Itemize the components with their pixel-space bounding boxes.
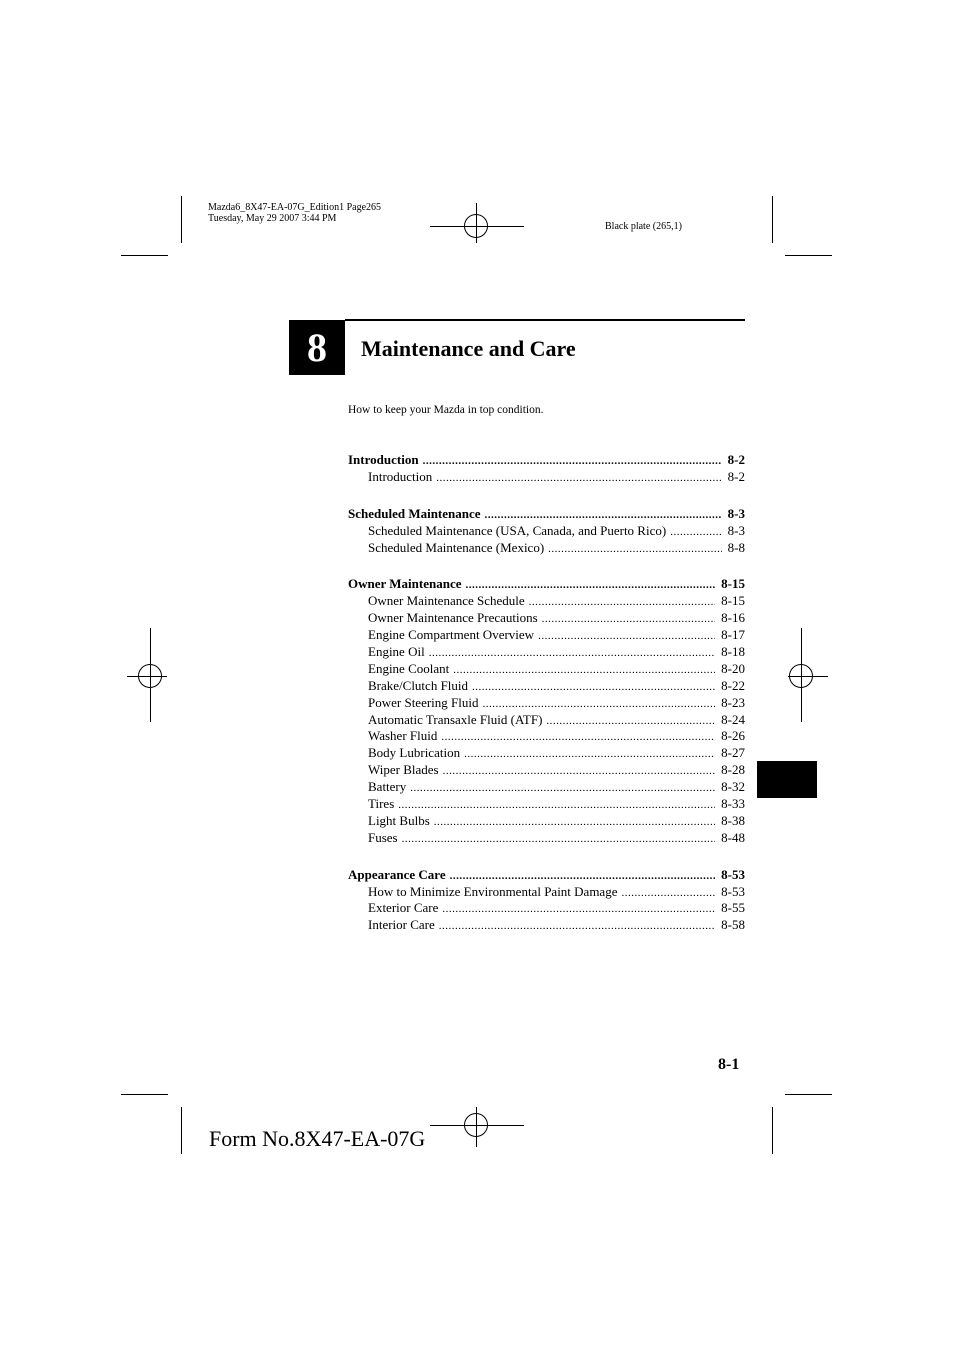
crop-mark-top-left-horizontal: [121, 255, 168, 256]
toc-entry-page: 8-27: [721, 745, 745, 761]
toc-entry-page: 8-24: [721, 711, 745, 727]
toc-entry[interactable]: [348, 469, 745, 486]
dot-leader: [485, 507, 722, 524]
toc-entry[interactable]: [348, 900, 745, 917]
chapter-number: 8: [289, 320, 345, 375]
toc-entry[interactable]: [348, 745, 745, 762]
toc-entry[interactable]: [348, 695, 745, 712]
dot-leader: [546, 713, 715, 730]
dot-leader: [439, 918, 715, 935]
toc-entry-label: Light Bulbs: [368, 812, 430, 828]
toc-entry-page: 8-23: [721, 694, 745, 710]
table-of-contents: [348, 452, 745, 954]
dot-leader: [443, 763, 716, 780]
toc-entry-label: Engine Coolant: [368, 660, 450, 676]
toc-section: [348, 867, 745, 935]
toc-entry[interactable]: [348, 917, 745, 934]
crop-mark-top-right-vertical: [772, 196, 773, 243]
dot-leader: [548, 541, 722, 558]
dot-leader: [429, 645, 715, 662]
toc-entry-label: Engine Compartment Overview: [368, 627, 535, 643]
toc-entry-label: Exterior Care: [368, 900, 439, 916]
toc-entry-page: 8-33: [721, 796, 745, 812]
dot-leader: [453, 662, 715, 679]
toc-section-heading[interactable]: [348, 867, 745, 884]
dot-leader: [529, 594, 715, 611]
dot-leader: [423, 453, 722, 470]
toc-entry-page: 8-16: [721, 610, 745, 626]
toc-entry[interactable]: [348, 884, 745, 901]
toc-entry-page: 8-2: [727, 468, 745, 484]
toc-entry[interactable]: [348, 644, 745, 661]
toc-section-heading[interactable]: [348, 452, 745, 469]
crop-mark-top-left-vertical: [181, 196, 182, 243]
dot-leader: [441, 729, 715, 746]
toc-entry[interactable]: [348, 661, 745, 678]
dot-leader: [538, 628, 715, 645]
toc-entry-label: Fuses: [368, 829, 398, 845]
dot-leader: [483, 696, 716, 713]
toc-entry-page: 8-28: [721, 762, 745, 778]
toc-entry-label: Scheduled Maintenance (Mexico): [368, 539, 545, 555]
toc-section-heading-label: Appearance Care: [348, 866, 446, 882]
dot-leader: [436, 470, 721, 487]
toc-entry-page: 8-8: [727, 539, 745, 555]
plate-label: Black plate (265,1): [605, 221, 682, 232]
crop-mark-bottom-right-vertical: [772, 1107, 773, 1154]
toc-entry-page: 8-48: [721, 829, 745, 845]
toc-entry-label: Body Lubrication: [368, 745, 461, 761]
toc-entry-label: Scheduled Maintenance (USA, Canada, and Puerto Rico): [368, 522, 667, 538]
crop-mark-bottom-left-vertical: [181, 1107, 182, 1154]
print-slug: [208, 202, 381, 224]
toc-section-heading-page: 8-2: [727, 452, 745, 467]
toc-section-heading-label: Introduction: [348, 452, 419, 467]
dot-leader: [434, 814, 715, 831]
toc-entry-page: 8-17: [721, 627, 745, 643]
chapter-thumb-tab: [757, 761, 817, 798]
toc-entry-label: Owner Maintenance Schedule: [368, 593, 525, 609]
toc-entry[interactable]: [348, 712, 745, 729]
dot-leader: [466, 577, 716, 594]
toc-entry-label: Engine Oil: [368, 644, 425, 660]
chapter-subtitle: How to keep your Mazda in top condition.: [348, 404, 544, 416]
toc-entry-label: Owner Maintenance Precautions: [368, 610, 538, 626]
toc-entry-page: 8-22: [721, 677, 745, 693]
page-number: 8-1: [718, 1056, 740, 1073]
chapter-title: Maintenance and Care: [361, 336, 576, 361]
toc-entry-label: Tires: [368, 796, 395, 812]
toc-entry-label: Wiper Blades: [368, 762, 439, 778]
toc-section-heading-page: 8-53: [721, 866, 745, 882]
chapter-rule: [345, 319, 745, 321]
toc-entry[interactable]: [348, 593, 745, 610]
toc-section-heading[interactable]: [348, 576, 745, 593]
toc-entry[interactable]: [348, 540, 745, 557]
toc-section: [348, 576, 745, 846]
dot-leader: [450, 868, 716, 885]
toc-entry-page: 8-26: [721, 728, 745, 744]
dot-leader: [410, 780, 715, 797]
toc-entry-page: 8-38: [721, 812, 745, 828]
toc-entry[interactable]: [348, 678, 745, 695]
toc-entry-label: How to Minimize Environmental Paint Damage: [368, 883, 618, 899]
dot-leader: [398, 797, 715, 814]
toc-entry-page: 8-15: [721, 593, 745, 609]
toc-entry-page: 8-18: [721, 644, 745, 660]
toc-section-heading-label: Owner Maintenance: [348, 576, 462, 592]
crop-mark-bottom-left-horizontal: [121, 1094, 168, 1095]
toc-entry[interactable]: [348, 813, 745, 830]
dot-leader: [670, 524, 721, 541]
toc-entry[interactable]: [348, 728, 745, 745]
toc-section-heading-label: Scheduled Maintenance: [348, 505, 481, 521]
toc-entry-page: 8-3: [727, 522, 745, 538]
toc-entry[interactable]: [348, 610, 745, 627]
dot-leader: [621, 885, 715, 902]
toc-entry-page: 8-53: [721, 883, 745, 899]
crop-mark-bottom-right-horizontal: [785, 1094, 832, 1095]
toc-entry[interactable]: [348, 796, 745, 813]
slug-line-2: Tuesday, May 29 2007 3:44 PM: [208, 213, 337, 224]
toc-entry[interactable]: [348, 779, 745, 796]
toc-entry-label: Brake/Clutch Fluid: [368, 677, 469, 693]
toc-section-heading-page: 8-15: [721, 576, 745, 592]
toc-entry-label: Washer Fluid: [368, 728, 438, 744]
toc-section-heading-page: 8-3: [727, 505, 745, 521]
slug-line-1: Mazda6_8X47-EA-07G_Edition1 Page265: [208, 202, 382, 213]
dot-leader: [442, 901, 715, 918]
toc-entry[interactable]: [348, 762, 745, 779]
toc-entry-label: Interior Care: [368, 917, 435, 933]
dot-leader: [464, 746, 715, 763]
dot-leader: [472, 679, 715, 696]
toc-entry[interactable]: [348, 627, 745, 644]
toc-entry[interactable]: [348, 523, 745, 540]
toc-section: [348, 506, 745, 557]
toc-entry-label: Power Steering Fluid: [368, 694, 479, 710]
toc-entry-page: 8-55: [721, 900, 745, 916]
toc-entry-label: Automatic Transaxle Fluid (ATF): [368, 711, 543, 727]
dot-leader: [402, 831, 716, 848]
toc-entry-page: 8-20: [721, 660, 745, 676]
toc-section-heading[interactable]: [348, 506, 745, 523]
dot-leader: [542, 611, 715, 628]
toc-entry-page: 8-32: [721, 779, 745, 795]
toc-entry[interactable]: [348, 830, 745, 847]
toc-entry-label: Battery: [368, 779, 407, 795]
toc-entry-label: Introduction: [368, 468, 433, 484]
toc-section: [348, 452, 745, 486]
crop-mark-top-right-horizontal: [785, 255, 832, 256]
toc-entry-page: 8-58: [721, 917, 745, 933]
form-number: Form No.8X47-EA-07G: [209, 1126, 426, 1151]
